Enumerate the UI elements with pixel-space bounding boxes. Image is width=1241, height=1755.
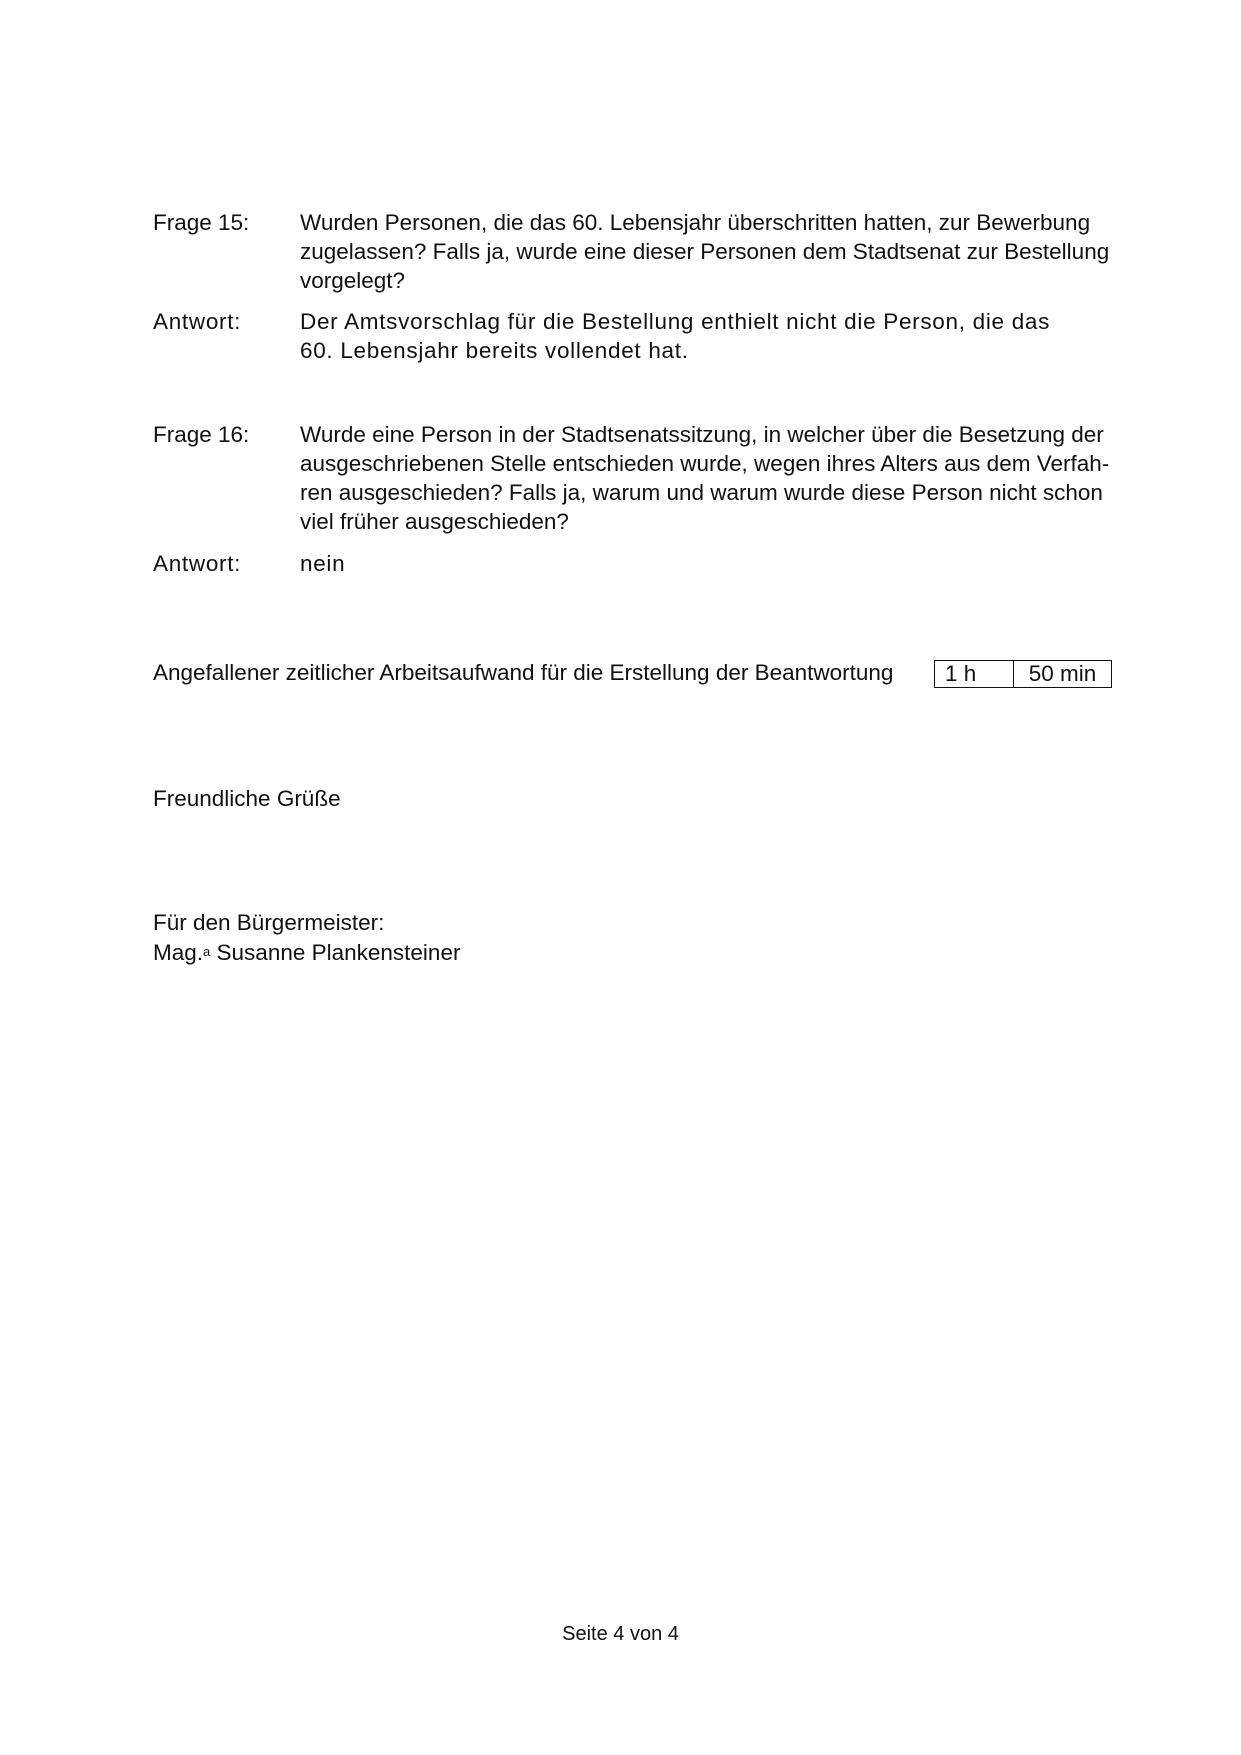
greeting: Freundliche Grüße — [153, 786, 341, 811]
question-16 — [153, 420, 1133, 536]
page-number: Seite 4 von 4 — [562, 1623, 679, 1645]
title-prefix: Mag. — [153, 940, 204, 965]
answer-text: nein — [300, 551, 346, 576]
signatory-line — [153, 938, 460, 968]
effort-hours: 1 h — [935, 661, 1014, 687]
question-label: Frage 16: — [153, 422, 250, 447]
question-text: Wurden Personen, die das 60. Lebensjahr überschritten hatten, zur Bewerbung zugelassen? Falls ja, wurde eine dieser Personen dem Stadtsenat zur Bestellung vorgelegt? — [300, 210, 1110, 293]
question-15 — [153, 208, 1133, 295]
answer-15 — [153, 307, 1133, 365]
on-behalf-line: Für den Bürgermeister: — [153, 910, 385, 935]
answer-text: Der Amtsvorschlag für die Bestellung enthielt nicht die Person, die das 60. Lebensjahr bereits vollendet hat. — [300, 309, 1051, 363]
answer-label: Antwort: — [153, 309, 242, 334]
effort-time-box — [934, 660, 1112, 688]
effort-label: Angefallener zeitlicher Arbeitsaufwand für die Erstellung der Beantwortung — [153, 660, 894, 685]
signatory-name: Susanne Plankensteiner — [216, 940, 461, 965]
signature-block — [153, 908, 460, 968]
question-text: Wurde eine Person in der Stadtsenatssitzung, in welcher über die Besetzung der ausgeschriebenen Stelle entschieden wurde, wegen ihres Alters aus dem Verfah- ren ausgeschieden? Falls ja, warum und warum wurde diese Person nicht schon viel früher ausgeschieden? — [300, 422, 1110, 534]
title-suffix: a — [203, 944, 211, 959]
answer-label: Antwort: — [153, 551, 242, 576]
effort-minutes: 50 min — [1028, 661, 1097, 686]
answer-16 — [153, 549, 1133, 578]
question-label: Frage 15: — [153, 210, 250, 235]
